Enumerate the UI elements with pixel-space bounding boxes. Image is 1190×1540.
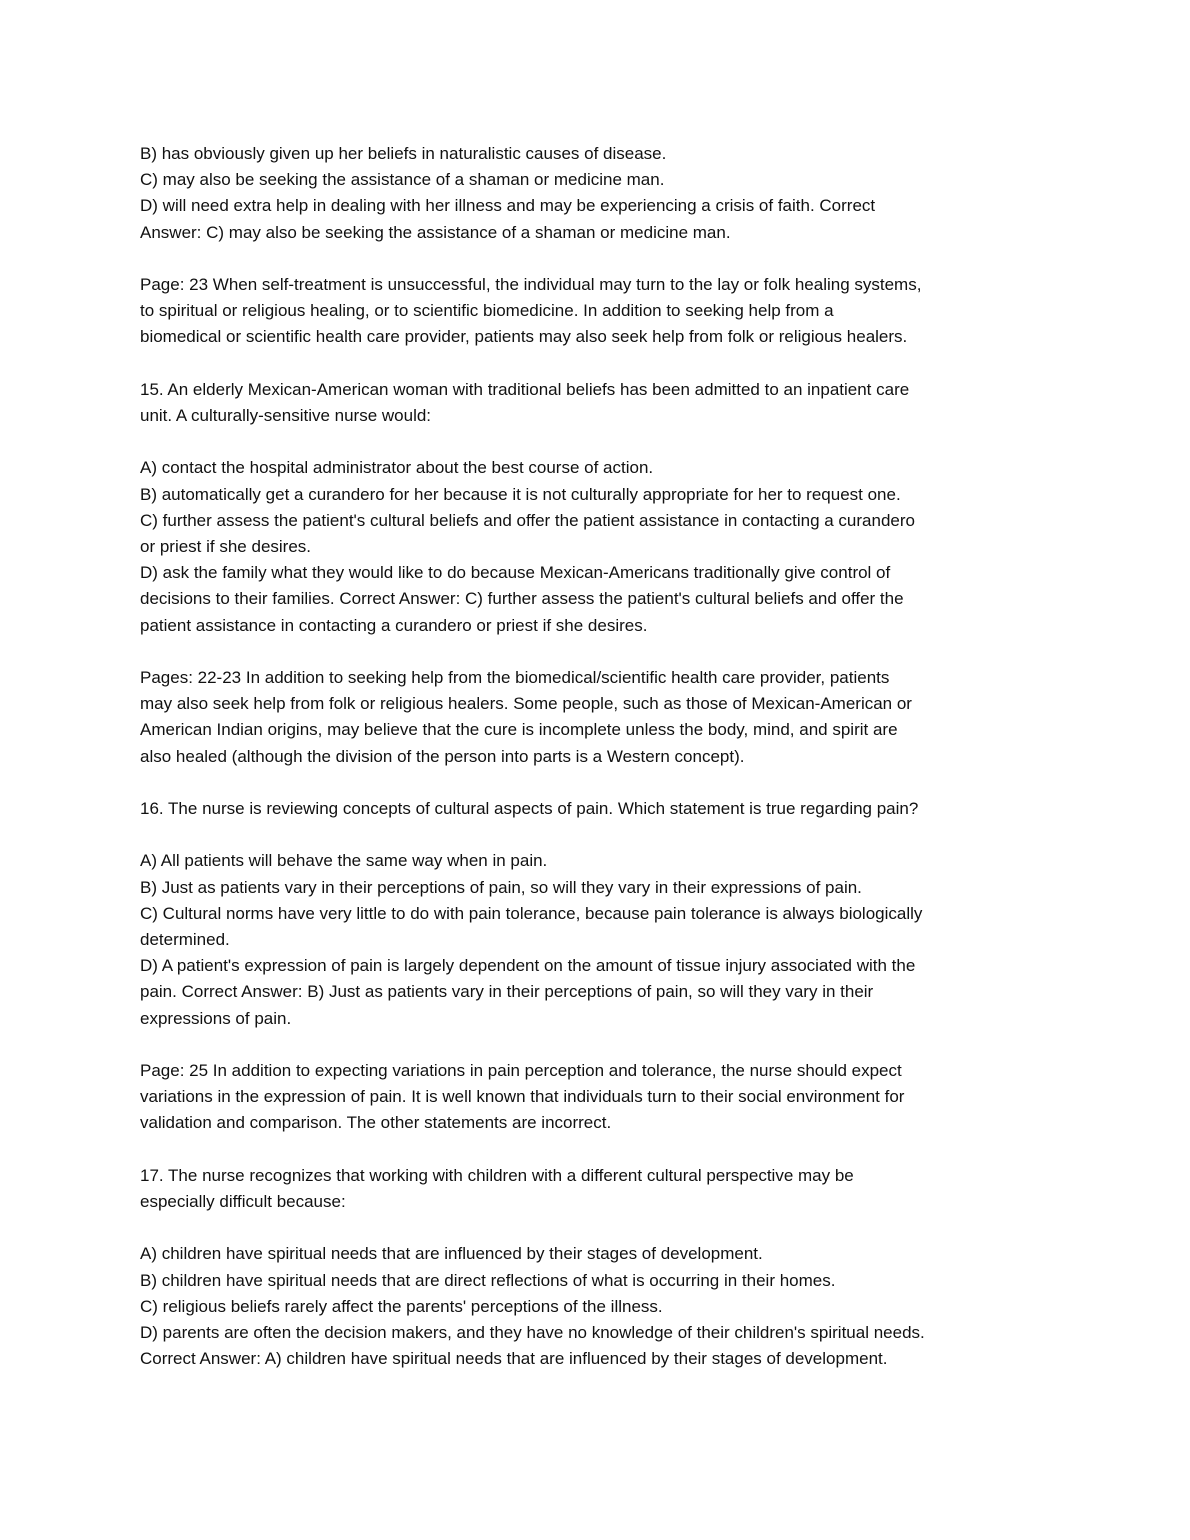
text-line: B) has obviously given up her beliefs in naturalistic causes of disease. bbox=[140, 144, 667, 163]
text-line: A) contact the hospital administrator about the best course of action. bbox=[140, 458, 654, 478]
text-line: variations in the expression of pain. It is well known that individuals turn to their social environment for bbox=[140, 1087, 905, 1107]
rationale-paragraph bbox=[140, 1058, 1060, 1137]
options-paragraph bbox=[140, 455, 1060, 638]
options-paragraph bbox=[140, 1241, 1060, 1372]
question-paragraph bbox=[140, 796, 1060, 822]
text-line: A) All patients will behave the same way when in pain. bbox=[140, 851, 548, 871]
text-line: unit. A culturally-sensitive nurse would: bbox=[140, 406, 432, 425]
text-line: also healed (although the division of the person into parts is a Western concept). bbox=[140, 746, 745, 766]
text-line: B) children have spiritual needs that are direct reflections of what is occurring in their homes. bbox=[140, 1270, 836, 1290]
text-line: to spiritual or religious healing, or to scientific biomedicine. In addition to seeking help from a bbox=[140, 301, 834, 321]
text-line: decisions to their families. Correct Answer: C) further assess the patient's cultural beliefs and offer the bbox=[140, 589, 904, 609]
text-line: D) ask the family what they would like to do because Mexican-Americans traditionally give control of bbox=[140, 563, 891, 583]
rationale-paragraph bbox=[140, 272, 1060, 351]
document-page bbox=[140, 141, 1060, 1399]
text-line: pain. Correct Answer: B) Just as patients vary in their perceptions of pain, so will they vary in their bbox=[140, 982, 874, 1002]
question-paragraph bbox=[140, 1163, 1060, 1215]
text-line: especially difficult because: bbox=[140, 1192, 346, 1211]
text-line: D) will need extra help in dealing with her illness and may be experiencing a crisis of faith. Correct bbox=[140, 196, 876, 216]
text-line: Page: 25 In addition to expecting variations in pain perception and tolerance, the nurse should expect bbox=[140, 1061, 902, 1080]
text-line: expressions of pain. bbox=[140, 1008, 292, 1028]
text-line: patient assistance in contacting a curandero or priest if she desires. bbox=[140, 615, 648, 635]
text-line: biomedical or scientific health care provider, patients may also seek help from folk or religious healers. bbox=[140, 327, 908, 347]
text-line: American Indian origins, may believe that the cure is incomplete unless the body, mind, and spirit are bbox=[140, 720, 898, 740]
text-line: C) may also be seeking the assistance of a shaman or medicine man. bbox=[140, 170, 665, 190]
text-line: 15. An elderly Mexican-American woman with traditional beliefs has been admitted to an inpatient care bbox=[140, 379, 910, 399]
options-paragraph bbox=[140, 848, 1060, 1031]
text-line: Answer: C) may also be seeking the assistance of a shaman or medicine man. bbox=[140, 222, 731, 242]
options-paragraph bbox=[140, 141, 1060, 246]
rationale-paragraph bbox=[140, 665, 1060, 770]
text-line: 16. The nurse is reviewing concepts of cultural aspects of pain. Which statement is true regarding pain? bbox=[140, 799, 919, 818]
text-line: Pages: 22-23 In addition to seeking help from the biomedical/scientific health care provider, patients bbox=[140, 668, 890, 687]
text-line: B) automatically get a curandero for her because it is not culturally appropriate for her to request one. bbox=[140, 484, 901, 504]
text-line: determined. bbox=[140, 930, 230, 949]
text-line: or priest if she desires. bbox=[140, 537, 312, 556]
text-line: A) children have spiritual needs that are influenced by their stages of development. bbox=[140, 1244, 763, 1264]
text-line: C) Cultural norms have very little to do with pain tolerance, because pain tolerance is always biologically bbox=[140, 903, 923, 923]
text-line: B) Just as patients vary in their perceptions of pain, so will they vary in their expressions of pain. bbox=[140, 877, 862, 897]
text-line: C) further assess the patient's cultural beliefs and offer the patient assistance in contacting a curandero bbox=[140, 510, 915, 530]
text-line: C) religious beliefs rarely affect the parents' perceptions of the illness. bbox=[140, 1296, 663, 1316]
text-line: may also seek help from folk or religious healers. Some people, such as those of Mexican-American or bbox=[140, 694, 912, 714]
text-line: Correct Answer: A) children have spiritual needs that are influenced by their stages of development. bbox=[140, 1349, 888, 1369]
text-line: Page: 23 When self-treatment is unsuccessful, the individual may turn to the lay or folk healing systems, bbox=[140, 275, 922, 294]
text-line: 17. The nurse recognizes that working with children with a different cultural perspective may be bbox=[140, 1165, 854, 1185]
text-line: D) parents are often the decision makers, and they have no knowledge of their children's spiritual needs. bbox=[140, 1323, 925, 1342]
text-line: validation and comparison. The other statements are incorrect. bbox=[140, 1113, 612, 1133]
text-line: D) A patient's expression of pain is largely dependent on the amount of tissue injury associated with the bbox=[140, 956, 916, 976]
question-paragraph bbox=[140, 377, 1060, 429]
